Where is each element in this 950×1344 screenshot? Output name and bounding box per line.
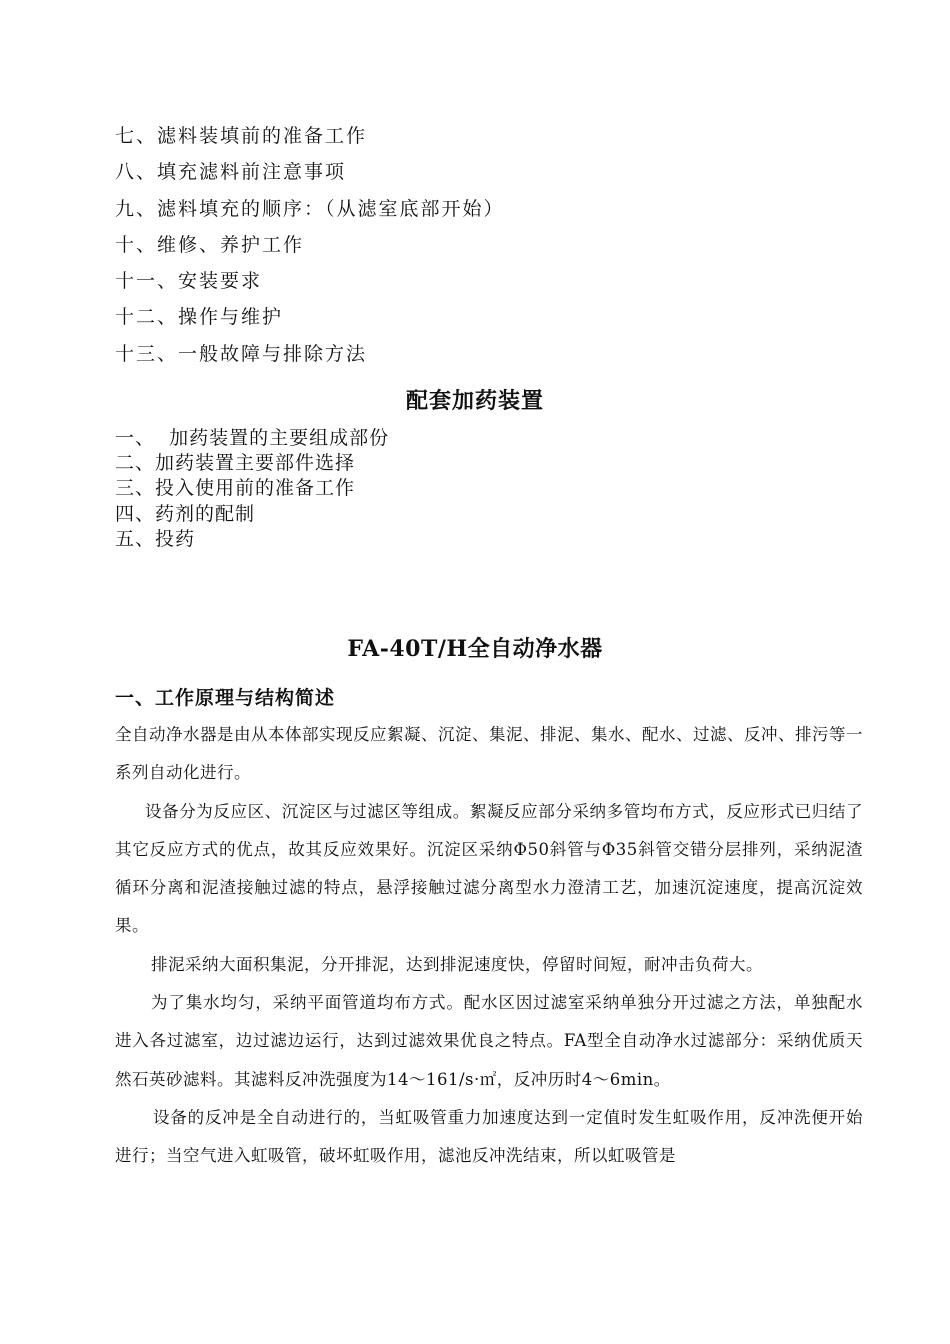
toc-item: 七、滤料装填前的准备工作 bbox=[115, 125, 368, 147]
paragraph: 设备的反冲是全自动进行的，当虹吸管重力加速度达到一定值时发生虹吸作用，反冲洗便开始进行；当空气进入虹吸管，破坏虹吸作用，滤池反冲洗结束，所以虹吸管是 bbox=[115, 1107, 863, 1166]
toc-item: 九、滤料填充的顺序：（从滤室底部开始） bbox=[115, 197, 505, 220]
filter-toc-list bbox=[115, 118, 815, 372]
purifier-title: FA-40T/H全自动净水器 bbox=[347, 636, 603, 662]
body-text bbox=[115, 716, 863, 1176]
toc-item: 一、 加药装置的主要组成部份 bbox=[115, 427, 390, 449]
toc-item: 十一、安装要求 bbox=[115, 270, 263, 293]
toc-item: 四、药剂的配制 bbox=[115, 502, 256, 525]
toc-item: 十二、操作与维护 bbox=[115, 306, 284, 329]
toc-item: 十、维修、养护工作 bbox=[115, 233, 305, 256]
section-heading: 一、工作原理与结构简述 bbox=[115, 687, 336, 709]
toc-item: 八、填充滤料前注意事项 bbox=[115, 161, 347, 184]
dosing-title: 配套加药装置 bbox=[405, 388, 544, 414]
toc-item: 二、加药装置主要部件选择 bbox=[115, 452, 356, 475]
toc-item: 五、投药 bbox=[115, 527, 196, 550]
paragraph: 排泥采纳大面积集泥，分开排泥，达到排泥速度快，停留时间短，耐冲击负荷大。 bbox=[151, 954, 763, 974]
paragraph: 设备分为反应区、沉淀区与过滤区等组成。絮凝反应部分采纳多管均布方式，反应形式已归结了其它反应方式的优点，故其反应效果好。沉淀区采纳Φ50斜管与Φ35斜管交错分层排列，采纳泥渣循环分离和泥渣接触过滤的特点，悬浮接触过滤分离型水力澄清工艺，加速沉淀速度，提高沉淀效果。 bbox=[115, 801, 863, 936]
paragraph: 为了集水均匀，采纳平面管道均布方式。配水区因过滤室采纳单独分开过滤之方法，单独配水进入各过滤室，边过滤边运行，达到过滤效果优良之特点。FA型全自动净水过滤部分：采纳优质天然石英砂滤料。其滤料反冲洗强度为14～161/s·㎡，反冲历时4～6min。 bbox=[115, 993, 863, 1089]
dosing-toc-list bbox=[115, 426, 815, 552]
paragraph: 全自动净水器是由从本体部实现反应絮凝、沉淀、集泥、排泥、集水、配水、过滤、反冲、排污等一系列自动化进行。 bbox=[115, 725, 863, 783]
toc-item: 十三、一般故障与排除方法 bbox=[115, 342, 368, 365]
toc-item: 三、投入使用前的准备工作 bbox=[115, 477, 356, 500]
